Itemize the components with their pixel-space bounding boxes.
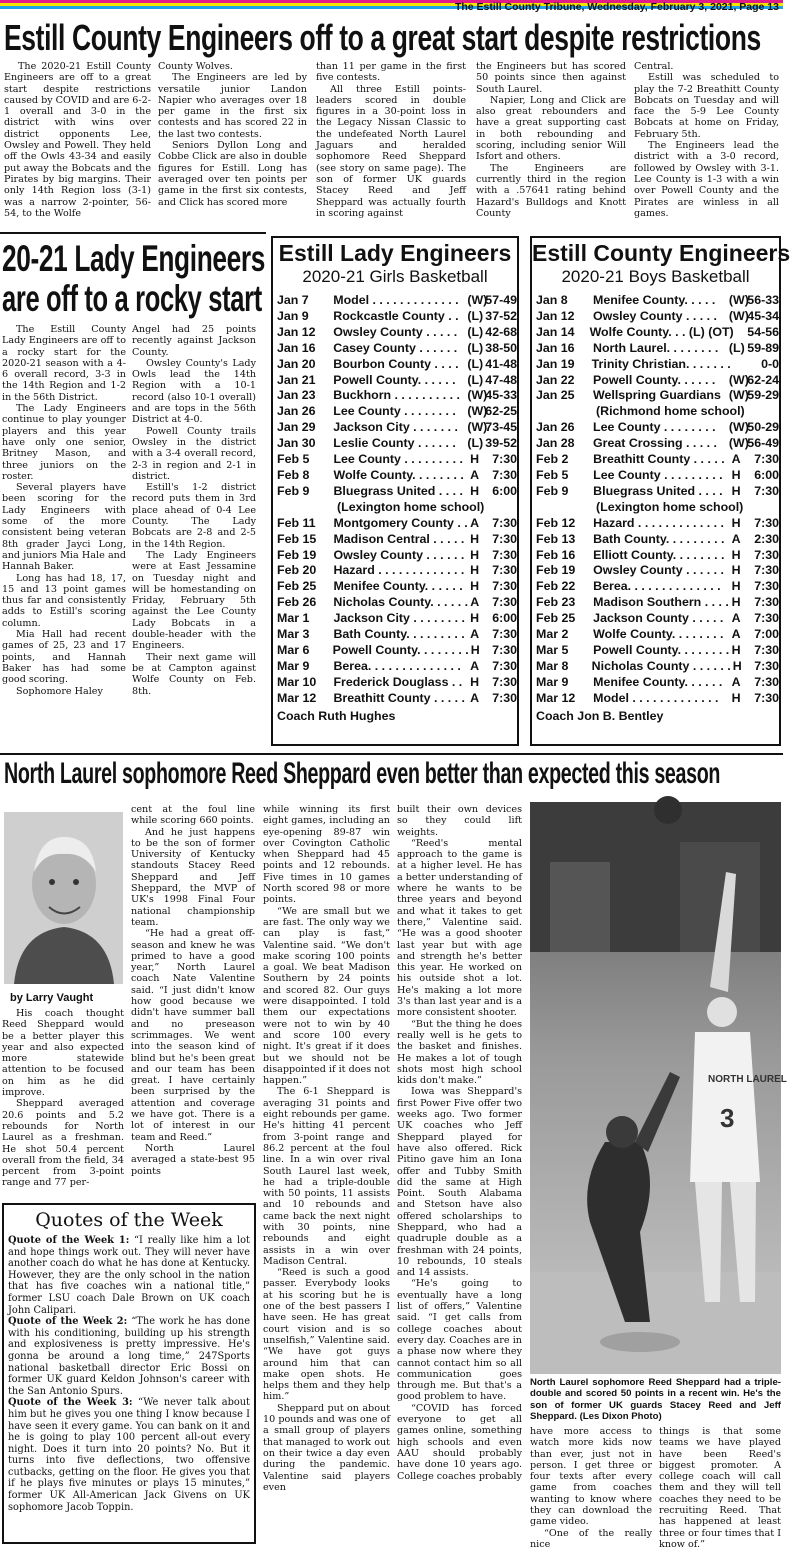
girls-game-score: 39-52 xyxy=(485,436,517,451)
girls-game-date: Jan 30 xyxy=(277,436,316,451)
girls-game-result: (L) xyxy=(467,436,484,451)
quote-1-text: “I really like him a lot and hope things work out. They will never have another coach do what he has done at Kentucky. However, they are the only school in the nation that has five coaches win a national title,” former LSU coach Dale Brown on UK coach John Calipari. xyxy=(8,1235,250,1316)
boys-schedule-coach: Coach Jon B. Bentley xyxy=(536,708,664,723)
girls-game-score: 7:30 xyxy=(492,467,517,482)
boys-game-row xyxy=(532,516,779,532)
boys-game-row xyxy=(532,548,779,564)
girls-game-result: (W) xyxy=(467,293,488,307)
girls-game-result: A xyxy=(470,467,480,482)
girls-game-row xyxy=(273,627,517,643)
girls-game-date: Feb 9 xyxy=(277,483,310,498)
boys-game-date: Jan 14 xyxy=(536,324,575,339)
boys-game-score: 7:30 xyxy=(754,658,779,673)
girls-schedule-title: Estill Lady Engineers xyxy=(278,240,512,266)
girls-game-result: H xyxy=(470,579,480,594)
boys-game-score: 7:30 xyxy=(754,563,779,578)
boys-game-score: 7:30 xyxy=(754,483,779,498)
girls-game-row xyxy=(273,691,517,707)
boys-game-result: H xyxy=(731,690,741,705)
girls-game-row xyxy=(273,579,517,595)
boys-game-row xyxy=(532,436,779,452)
boys-game-row xyxy=(532,611,779,627)
girls-game-opponent: Rockcastle County . . xyxy=(333,308,459,323)
girls-game-date: Feb 5 xyxy=(277,452,310,467)
girls-game-date: Feb 11 xyxy=(277,515,316,530)
girls-game-opponent: Owsley County . . . . . . xyxy=(333,547,465,562)
story3-headline: North Laurel sophomore Reed Sheppard even better than expected this season xyxy=(4,757,721,790)
boys-game-opponent: Bluegrass United . . . . xyxy=(593,483,723,498)
girls-game-date: Mar 10 xyxy=(277,674,317,689)
boys-game-date: Jan 25 xyxy=(536,388,575,403)
boys-schedule-subtitle: 2020-21 Boys Basketball xyxy=(561,267,750,286)
boys-game-date: Feb 25 xyxy=(536,611,576,626)
boys-note: (Lexington home school) xyxy=(596,499,744,514)
girls-game-score: 7:30 xyxy=(492,563,517,578)
boys-game-row xyxy=(532,563,779,579)
boys-game-date: Mar 8 xyxy=(536,658,569,673)
boys-game-result: H xyxy=(732,658,742,673)
quote-1-label: Quote of the Week 1: xyxy=(8,1235,130,1246)
girls-game-opponent: Bath County. . . . . . . . . xyxy=(333,627,465,642)
boys-game-score: 59-29 xyxy=(747,388,779,403)
boys-game-score: 56-33 xyxy=(747,293,779,307)
girls-game-score: 37-52 xyxy=(485,308,517,323)
boys-schedule-box xyxy=(530,236,790,746)
girls-game-date: Jan 29 xyxy=(277,420,316,435)
boys-game-score: 56-49 xyxy=(747,436,779,451)
girls-game-result: H xyxy=(470,531,480,546)
boys-game-opponent: Nicholas County . . . . . . xyxy=(591,658,731,673)
boys-game-opponent: Great Crossing . . . . . xyxy=(593,436,717,451)
boys-game-result: H xyxy=(731,642,741,657)
quotes-box xyxy=(2,1203,256,1544)
girls-game-result: (W) xyxy=(467,404,488,419)
girls-game-result: H xyxy=(470,642,480,657)
girls-game-date: Jan 9 xyxy=(277,308,309,323)
girls-game-result: H xyxy=(470,452,480,467)
story2-col2: Angel had 25 points recently against Jackson County. Owsley County's Lady Owls lead the 14th Region with a 10-1 record (also 10-1 overall) and are tops in the 56th District at 4-0. Powell County trails Owsley in the district with a 3-4 overall record, 2-3 in region and 2-1 in district. Estill's 1-2 district record puts them in 3rd place ahead of 0-4 Lee County. The Lady Bobcats are 2-8 and 2-5 in the 14th Region. The Lady Engineers were at East Jessamine on Tuesday night and will be homestanding on Friday, February 5th against the Lee County Lady Bobcats in a double-header with the Engineers. Their next game will be at Campton against Wolfe County on Feb. 8th. xyxy=(132,324,256,697)
girls-game-opponent: Breathitt County . . . . . xyxy=(333,690,465,705)
girls-game-score: 38-50 xyxy=(485,340,517,355)
boys-game-opponent: Powell County. . . . . . xyxy=(593,372,716,387)
story3-col6: things is that some teams we have played have been Reed's biggest promoter. A college coach will call them and they will tell coaches they need to be recruiting Reed. That has happened at least three or four times that I know of.” xyxy=(659,1426,781,1550)
girls-game-date: Mar 6 xyxy=(277,642,310,657)
girls-game-row xyxy=(273,341,517,357)
girls-schedule-subtitle: 2020-21 Girls Basketball xyxy=(302,267,488,286)
boys-game-score: 59-89 xyxy=(747,340,779,355)
boys-game-score: 7:30 xyxy=(754,452,779,467)
jersey-number: 3 xyxy=(720,1103,735,1133)
girls-game-result: A xyxy=(470,515,480,530)
boys-game-score: 7:30 xyxy=(754,611,779,626)
girls-game-row xyxy=(273,436,517,452)
boys-game-row xyxy=(532,579,779,595)
girls-game-date: Jan 16 xyxy=(277,340,316,355)
girls-game-date: Feb 8 xyxy=(277,467,310,482)
girls-game-result: H xyxy=(470,674,480,689)
boys-note: (Richmond home school) xyxy=(596,404,745,419)
quote-1 xyxy=(8,1235,250,1316)
boys-game-date: Feb 9 xyxy=(536,483,569,498)
story1-col1: The 2020-21 Estill County Engineers are off to a great start despite restrictions caused by COVID and are 6-2-1 overall and 3-0 in the district with wins over district opponents Lee, Owsley and Powell. They held off the Owls 43-34 and easily put away the Bobcats and the Pirates by big margins. Their only 14th Region loss (3-1) was a narrow 2-pointer, 56-54, to the Wolfe xyxy=(4,61,151,219)
story2-headline-line2: are off to a rocky start xyxy=(2,278,262,319)
boys-game-result: A xyxy=(731,531,741,546)
boys-game-date: Feb 22 xyxy=(536,579,576,594)
girls-game-row xyxy=(273,325,517,341)
quote-3 xyxy=(8,1397,250,1513)
boys-game-result xyxy=(733,325,746,341)
story3-col1: His coach thought Reed Sheppard would be a better player this year and also expected more statewide attention to be focused on him as he did improve. Sheppard averaged 20.6 points and 5.2 rebounds for North Laurel as a freshman. He shot 50.4 percent overall from the field, 34 percent from 3-point range and 77 per- xyxy=(2,1008,124,1189)
boys-schedule-list xyxy=(532,293,779,707)
boys-game-row xyxy=(532,325,779,341)
girls-game-result: H xyxy=(470,611,480,626)
girls-game-row xyxy=(273,595,517,611)
girls-game-opponent: Madison Central . . . . . xyxy=(333,531,465,546)
girls-game-result: A xyxy=(470,658,480,673)
girls-game-opponent: Frederick Douglass . . xyxy=(333,674,463,689)
girls-game-opponent: Leslie County . . . . . . xyxy=(333,436,456,451)
boys-game-opponent: Wellspring Guardians xyxy=(593,388,721,403)
quote-3-text: “We never talk about him but he gives you one thing I know because I have seen it every game. You can bank on it and he is going to play 100 percent all-out every night. Does it turn into 20 points? No. But it turns into five deflections, two offensive cutbacks, getting on the floor. He gives you that if he plays five minutes or plays 15 minutes,” former UK All-American Jack Givens on UK sophomore Jacob Toppin. xyxy=(8,1397,250,1513)
story2-col1: The Estill County Lady Engineers are off to a rocky start for the 2020-21 season with a 4-6 overall record, 3-3 in the 14th Region and 1-2 in the 56th District. The Lady Engineers continue to play younger players and this year have only one senior, Britney Mason, and three juniors on the roster. Several players have been scoring for the Lady Engineers with some of the more consistent being veteran 8th grader Jayci Long, and juniors Mia Hale and Hannah Baker. Long has had 18, 17, 15 and 13 point games thus far and consistently adds to Estill's scoring column. Mia Hall had recent games of 25, 23 and 17 points, and Hannah Baker has had some good scoring. Sophomore Haley xyxy=(2,324,126,697)
girls-game-opponent: Buckhorn . . . . . . . . . . xyxy=(333,388,460,403)
girls-game-date: Jan 7 xyxy=(277,293,309,307)
girls-game-score: 7:30 xyxy=(492,452,517,467)
boys-game-row xyxy=(532,532,779,548)
girls-game-score: 47-48 xyxy=(485,372,517,387)
story3-col4: built their own devices so they could lift weights. “Reed's mental approach to the game is at a higher level. He has a better understanding of where he wants to be three years and beyond and what it takes to get there,” Valentine said. “He was a good shooter last year but with age and strength he's better this year. He worked on his outside shot a lot. He's making a lot more 3's than last year and is a more consistent shooter. “But the thing he does really well is he gets to the basket and finishes. He makes a lot of tough shots most high school kids don't make.” Iowa was Sheppard's first Power Five offer two weeks ago. Two former UK coaches who Jeff Sheppard played for have also offered. Rick Pitino gave him an Iona offer and Tubby Smith did the same at High Point. South Alabama and Stetson have also offered scholarships to Sheppard, who had a quadruple double as a freshman with 24 points, 10 rebounds, 10 steals and 14 assists. “He's going to eventually have a long list of offers,” Valentine said. “I get calls from college coaches about every day. Coaches are in a phase now where they cannot contact him so all communication goes through me. But that's a good problem to have. “COVID has forced everyone to get all games online, something high schools and even AAU should probably have done 10 years ago. College coaches probably xyxy=(397,804,522,1482)
girls-game-date: Feb 20 xyxy=(277,563,317,578)
boys-game-row xyxy=(532,659,779,675)
boys-game-date: Mar 2 xyxy=(536,627,569,642)
girls-game-result: (L) xyxy=(467,372,484,387)
girls-game-opponent: Bluegrass United . . . . xyxy=(333,483,463,498)
boys-game-opponent: North Laurel. . . . . . . . xyxy=(593,340,719,355)
boys-game-result: A xyxy=(731,674,741,689)
girls-game-row xyxy=(273,532,517,548)
boys-game-date: Feb 23 xyxy=(536,595,576,610)
boys-game-row xyxy=(532,675,779,691)
boys-game-row xyxy=(532,452,779,468)
girls-game-score: 62-25 xyxy=(485,404,517,419)
girls-game-date: Feb 15 xyxy=(277,531,317,546)
boys-game-opponent: Menifee County. . . . . . xyxy=(593,674,723,689)
girls-game-row xyxy=(273,643,517,659)
boys-game-row xyxy=(532,357,779,373)
girls-game-row xyxy=(273,611,517,627)
girls-game-row xyxy=(273,675,517,691)
boys-game-opponent: Jackson County . . . . . xyxy=(593,611,724,626)
boys-schedule-title: Estill County Engineers xyxy=(532,240,790,266)
boys-game-result: (W) xyxy=(728,420,749,435)
boys-game-result: (L) xyxy=(728,340,745,355)
boys-game-row xyxy=(532,420,779,436)
girls-game-result: H xyxy=(470,563,480,578)
boys-game-result: (W) xyxy=(728,388,749,403)
boys-game-score: 7:30 xyxy=(754,547,779,562)
boys-game-result: A xyxy=(731,452,741,467)
quote-2-label: Quote of the Week 2: xyxy=(8,1316,128,1328)
boys-game-result: (W) xyxy=(728,372,749,387)
boys-game-opponent: Bath County. . . . . . . . . xyxy=(593,531,725,546)
boys-game-row xyxy=(532,388,779,404)
quote-2 xyxy=(8,1316,250,1397)
girls-game-opponent: Wolfe County. . . . . . . . xyxy=(333,467,464,482)
girls-game-opponent: Owsley County . . . . . xyxy=(333,324,458,339)
girls-game-score: 45-33 xyxy=(485,388,517,403)
boys-game-opponent: Wolfe County. . . . . . . . xyxy=(593,627,724,642)
boys-game-score: 7:00 xyxy=(754,627,779,642)
boys-game-opponent: Menifee County. . . . . xyxy=(593,293,716,307)
boys-game-date: Feb 2 xyxy=(536,452,569,467)
boys-game-score: 7:30 xyxy=(754,642,779,657)
girls-game-row xyxy=(273,357,517,373)
girls-game-opponent: Powell County. . . . . . xyxy=(333,372,456,387)
girls-game-score: 7:30 xyxy=(492,531,517,546)
boys-game-date: Mar 12 xyxy=(536,690,576,705)
girls-game-row xyxy=(273,452,517,468)
girls-game-date: Mar 3 xyxy=(277,627,310,642)
girls-schedule-list xyxy=(273,293,517,707)
boys-game-result: H xyxy=(731,595,741,610)
boys-game-result: H xyxy=(731,515,741,530)
boys-game-date: Mar 5 xyxy=(536,642,569,657)
girls-game-date: Mar 1 xyxy=(277,611,310,626)
girls-game-score: 7:30 xyxy=(492,595,517,610)
girls-game-date: Feb 26 xyxy=(277,595,317,610)
girls-game-opponent: Menifee County. . . . . . xyxy=(333,579,463,594)
boys-game-date: Feb 12 xyxy=(536,515,576,530)
boys-game-opponent: Owsley County . . . . . xyxy=(593,308,717,323)
girls-game-opponent: Bourbon County . . . . xyxy=(333,356,459,371)
boys-game-score: 6:00 xyxy=(754,467,779,482)
boys-game-row xyxy=(532,484,779,500)
girls-schedule-coach: Coach Ruth Hughes xyxy=(277,708,396,723)
girls-game-score: 6:00 xyxy=(492,611,517,626)
girls-game-date: Feb 19 xyxy=(277,547,317,562)
girls-game-row xyxy=(273,484,517,500)
story1-col5: Central. Estill was scheduled to play the 7-2 Breathitt County Bobcats on Tuesday and will face the 5-9 Lee County Bobcats at home on Friday, February 5th. The Engineers lead the district with a 3-0 record, followed by Owsley with 3-1. Lee County is 1-3 with a win over Powell County and the Pirates are winless in all games. xyxy=(634,61,779,219)
boys-game-score: 0-0 xyxy=(761,356,779,371)
girls-game-date: Feb 25 xyxy=(277,579,317,594)
boys-game-row xyxy=(532,643,779,659)
photo-caption: North Laurel sophomore Reed Sheppard had a triple-double and scored 50 points in a recent win. He's the son of former UK guards Stacey Reed and Jeff Sheppard. (Les Dixon Photo) xyxy=(530,1377,781,1423)
girls-game-row xyxy=(273,468,517,484)
girls-game-result: (L) xyxy=(467,356,484,371)
boys-game-date: Jan 28 xyxy=(536,436,575,451)
portrait-illustration xyxy=(4,812,123,984)
boys-game-score: 62-24 xyxy=(747,372,779,387)
girls-game-row xyxy=(273,548,517,564)
story1-headline: Estill County Engineers off to a great start despite restrictions xyxy=(4,17,761,58)
girls-game-opponent: Jackson City . . . . . . . xyxy=(333,420,458,435)
boys-game-row xyxy=(532,691,779,707)
boys-game-date: Jan 19 xyxy=(536,356,575,371)
girls-schedule-box xyxy=(271,236,519,746)
story2-headline-line1: 20-21 Lady Engineers xyxy=(2,238,266,279)
story1-col4: the Engineers but has scored 50 points since then against South Laurel. Napier, Long and Click are also great rebounders and have a great supporting cast in both rebounding and scoring, including senior Will Isfort and others. The Engineers are currently third in the region with a .57641 rating behind Hazard's Bulldogs and Knott County xyxy=(476,61,626,219)
boys-game-date: Mar 9 xyxy=(536,674,569,689)
larry-vaught-photo xyxy=(4,812,123,984)
girls-game-row xyxy=(273,309,517,325)
reed-sheppard-photo xyxy=(530,802,787,1374)
girls-game-result: (L) xyxy=(467,308,484,323)
girls-game-result: A xyxy=(470,690,480,705)
story1-col2: County Wolves. The Engineers are led by versatile junior Landon Napier who averages over 18 per game in the first six contests and has scored 22 in the last two contests. Seniors Dyllon Long and Cobbe Click are also in double figures for Estill. Long has averaged over ten points per game in the first six contests, and Click has scored more xyxy=(158,61,307,208)
byline: by Larry Vaught xyxy=(10,992,94,1004)
boys-game-date: Jan 8 xyxy=(536,293,568,307)
boys-game-row xyxy=(532,468,779,484)
boys-game-date: Jan 12 xyxy=(536,308,575,323)
boys-game-score: 7:30 xyxy=(754,595,779,610)
girls-game-score: 7:30 xyxy=(492,690,517,705)
basketball-action-illustration xyxy=(530,802,787,1374)
boys-game-result: H xyxy=(731,547,741,562)
girls-game-score: 57-49 xyxy=(485,293,517,307)
boys-game-opponent: Elliott County. . . . . . . . xyxy=(593,547,725,562)
girls-game-score: 7:30 xyxy=(492,674,517,689)
girls-game-opponent: Model . . . . . . . . . . . . . xyxy=(333,293,459,307)
boys-game-row xyxy=(532,309,779,325)
boys-game-result: H xyxy=(731,563,741,578)
girls-game-score: 42-68 xyxy=(485,324,517,339)
girls-game-date: Jan 26 xyxy=(277,404,316,419)
girls-game-row xyxy=(273,373,517,389)
boys-game-date: Feb 13 xyxy=(536,531,576,546)
girls-note: (Lexington home school) xyxy=(337,499,485,514)
boys-game-date: Feb 5 xyxy=(536,467,569,482)
boys-game-date: Jan 16 xyxy=(536,340,575,355)
boys-game-score: 7:30 xyxy=(754,690,779,705)
girls-game-result: A xyxy=(470,595,480,610)
boys-game-result: H xyxy=(731,579,741,594)
boys-game-row xyxy=(532,373,779,389)
girls-game-opponent: Powell County. . . . . . . . xyxy=(332,642,469,657)
girls-game-date: Jan 21 xyxy=(277,372,316,387)
quote-2-text: “The work he has done with his conditioning, building up his strength and explosiveness is pretty impressive. He's gonna be around a long time,” 247Sports national basketball director Eric Bossi on former UK guard Keldon Johnson's career with the San Antonio Spurs. xyxy=(8,1316,250,1397)
girls-game-opponent: Casey County . . . . . . xyxy=(333,340,458,355)
girls-game-score: 6:00 xyxy=(492,483,517,498)
girls-game-date: Jan 12 xyxy=(277,324,316,339)
girls-game-row xyxy=(273,516,517,532)
boys-game-opponent: Owsley County . . . . . . xyxy=(593,563,724,578)
boys-game-score: 7:30 xyxy=(754,579,779,594)
boys-game-opponent: Wolfe County. . . (L) (OT) xyxy=(589,324,734,339)
girls-game-opponent: Hazard . . . . . . . . . . . . . xyxy=(333,563,465,578)
boys-game-date: Feb 19 xyxy=(536,563,576,578)
girls-game-row xyxy=(273,404,517,420)
boys-game-score: 45-34 xyxy=(747,308,779,323)
boys-game-opponent: Model . . . . . . . . . . . . . xyxy=(593,690,719,705)
boys-game-opponent: Madison Southern . . . . xyxy=(593,595,729,610)
boys-game-score: 54-56 xyxy=(747,324,779,339)
quote-3-label: Quote of the Week 3: xyxy=(8,1397,133,1409)
boys-game-score: 50-29 xyxy=(747,420,779,435)
boys-game-score: 7:30 xyxy=(754,515,779,530)
boys-game-result xyxy=(731,357,744,373)
girls-game-score: 7:30 xyxy=(492,658,517,673)
story3-col5: have more access to watch more kids now than ever, just not in person. I get three or four texts after every game from coaches wanting to know where they can download the game video. “One of the really nice xyxy=(530,1426,652,1550)
girls-game-result: (L) xyxy=(467,324,484,339)
girls-game-result: H xyxy=(470,547,480,562)
boys-game-result: A xyxy=(731,627,741,642)
girls-game-result: H xyxy=(470,483,480,498)
boys-game-opponent: Hazard . . . . . . . . . . . . . xyxy=(593,515,724,530)
boys-game-row xyxy=(532,595,779,611)
boys-game-opponent: Lee County . . . . . . . . xyxy=(593,420,716,435)
boys-game-opponent: Breathitt County . . . . . xyxy=(593,452,725,467)
girls-game-score: 7:30 xyxy=(492,515,517,530)
boys-game-row xyxy=(532,627,779,643)
girls-game-opponent: Jackson City . . . . . . . . xyxy=(333,611,465,626)
boys-game-opponent: Lee County . . . . . . . . . xyxy=(593,467,723,482)
girls-game-opponent: Lee County . . . . . . . . xyxy=(333,404,456,419)
boys-game-score: 2:30 xyxy=(754,531,779,546)
girls-game-date: Jan 20 xyxy=(277,356,316,371)
girls-game-score: 7:30 xyxy=(492,642,517,657)
girls-game-result: (L) xyxy=(467,340,484,355)
story1-col3: than 11 per game in the first five contests. All three Estill points-leaders scored in double figures in a 30-point loss in the Legacy Nissan Classic to the undefeated North Laurel Jaguars and heralded sophomore Reed Sheppard (see story on same page). The son of former UK guards Stacey Reed and Jeff Sheppard was actually fourth in scoring against xyxy=(316,61,466,219)
girls-game-score: 41-48 xyxy=(485,356,517,371)
rule-story1-bottom xyxy=(0,232,266,234)
girls-game-opponent: Nicholas County. . . . . . xyxy=(333,595,469,610)
rule-story3-top xyxy=(0,753,783,755)
boys-game-row xyxy=(532,341,779,357)
girls-game-opponent: Lee County . . . . . . . . . xyxy=(333,452,463,467)
girls-game-opponent: Berea. . . . . . . . . . . . . . xyxy=(333,658,461,673)
boys-game-date: Jan 26 xyxy=(536,420,575,435)
girls-game-row xyxy=(273,420,517,436)
boys-game-result: H xyxy=(731,467,741,482)
girls-game-result: (W) xyxy=(467,388,488,403)
quotes-title: Quotes of the Week xyxy=(35,1209,223,1231)
boys-game-score: 7:30 xyxy=(754,674,779,689)
boys-game-date: Jan 22 xyxy=(536,372,575,387)
boys-game-opponent: Berea. . . . . . . . . . . . . . xyxy=(593,579,721,594)
girls-game-score: 7:30 xyxy=(492,579,517,594)
boys-game-date: Feb 16 xyxy=(536,547,576,562)
girls-game-result: (W) xyxy=(467,420,488,435)
story3-col3: while winning its first eight games, including an eye-opening 89-87 win over Covington Catholic when Sheppard had 45 points and 12 rebounds. Five times in 10 games North scored 98 or more points. “We are small but we are fast. The only way we can play is fast,” Valentine said. “We don't make scoring 100 points a goal. We beat Madison Southern by 24 points and scored 82. Our guys were disappointed. I told them our expectations were not to win by 40 and score 100 every night. It's great if it does but we should not be disappointed if it does not happen.” The 6-1 Sheppard is averaging 31 points and eight rebounds per game. He's hitting 41 percent from 3-point range and 86.2 percent at the foul line. In a win over rival South Laurel last week, he had a triple-double with 50 points, 11 assists and 10 rebounds and came back the next night with 30 points, nine rebounds and eight assists in a win over Madison Central. “Reed is such a good passer. Everybody looks at his scoring but he is one of the best passers I have seen. He has great court vision and is so unselfish,” Valentine said. “We have got guys around him that can make open shots. He helps them and they help him.” Sheppard put on about 10 pounds and was one of a small group of players that managed to work out on their twice a day even during the pandemic. Valentine said players even xyxy=(263,804,390,1493)
girls-game-score: 7:30 xyxy=(492,627,517,642)
boys-game-opponent: Trinity Christian. . . . . . . xyxy=(591,356,731,371)
boys-game-opponent: Powell County. . . . . . . . xyxy=(593,642,730,657)
boys-game-result: (W) xyxy=(728,293,749,307)
story3-col2: cent at the foul line while scoring 660 points. And he just happens to be the son of former University of Kentucky standouts Stacey Reed Sheppard and Jeff Sheppard, the MVP of UK's 1998 Final Four national championship team. “He had a great off-season and knew he was primed to have a good year,” North Laurel coach Nate Valentine said. “I just didn't know how good because we didn't have summer ball and no preseason scrimmages. We went into the season kind of blind but he's been great and our team has been great. I have certainly been surprised by the attention and coverage we have got. There is a lot of interest in our team and Reed.” North Laurel averaged a state-best 95 points xyxy=(131,804,255,1177)
boys-game-result: H xyxy=(731,483,741,498)
girls-game-row xyxy=(273,563,517,579)
jersey-text: NORTH LAUREL xyxy=(708,1074,787,1085)
girls-game-row xyxy=(273,659,517,675)
girls-game-opponent: Montgomery County . . xyxy=(333,515,468,530)
boys-game-row xyxy=(532,293,779,309)
girls-game-row xyxy=(273,388,517,404)
girls-game-date: Mar 9 xyxy=(277,658,310,673)
boys-game-result: (W) xyxy=(728,436,749,451)
girls-game-date: Jan 23 xyxy=(277,388,316,403)
girls-game-score: 7:30 xyxy=(492,547,517,562)
girls-game-row xyxy=(273,293,517,309)
page-line: The Estill County Tribune, Wednesday, February 3, 2021, Page 13 xyxy=(454,1,779,13)
girls-game-result: A xyxy=(470,627,480,642)
boys-game-result: (W) xyxy=(728,308,749,323)
girls-game-score: 73-45 xyxy=(485,420,517,435)
boys-game-result: A xyxy=(731,611,741,626)
girls-game-date: Mar 12 xyxy=(277,690,317,705)
